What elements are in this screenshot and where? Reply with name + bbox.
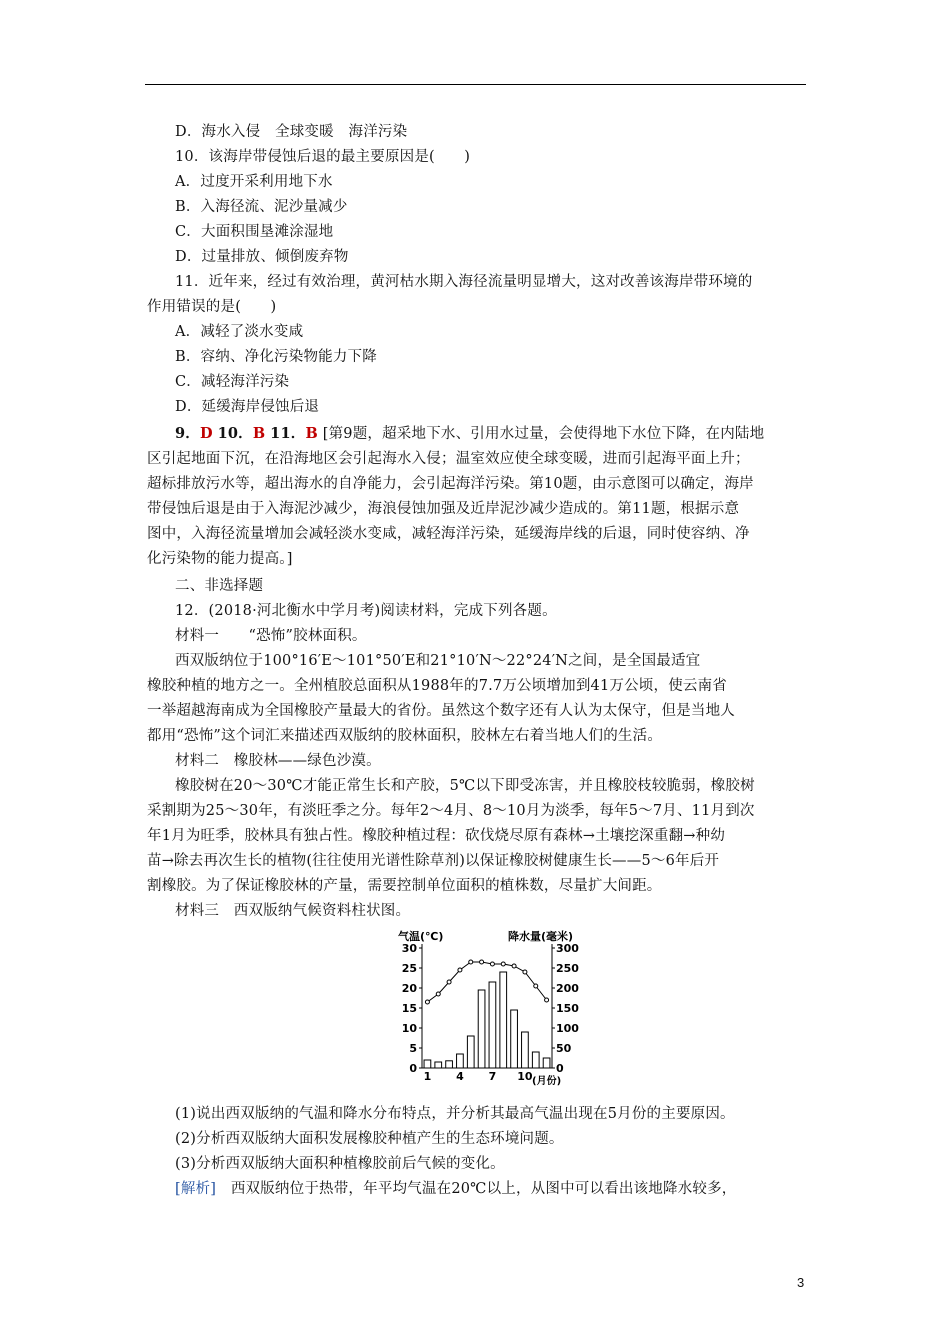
analysis-line	[175, 1179, 807, 1199]
precip-bar	[489, 982, 496, 1068]
precip-tick-label: 200	[556, 982, 579, 995]
material-2-text: 橡胶树在20～30℃才能正常生长和产胶，5℃以下即受冻害，并且橡胶枝较脆弱，橡胶树	[175, 778, 755, 794]
temperature-point	[436, 992, 440, 996]
temp-tick-label: 10	[401, 1022, 417, 1035]
temperature-point	[490, 962, 494, 966]
material-1-text: 都用“恐怖”这个词汇来描述西双版纳的胶林面积，胶林左右着当地人们的生活。	[147, 728, 663, 744]
precip-bar	[457, 1054, 464, 1068]
temperature-point	[425, 1000, 429, 1004]
precip-tick-label: 250	[556, 962, 579, 975]
temperature-point	[534, 984, 538, 988]
temperature-point	[512, 964, 516, 968]
q11-stem-cont: 作用错误的是( )	[147, 299, 277, 315]
left-axis-label: 气温(℃)	[398, 930, 444, 943]
section-heading: 二、非选择题	[175, 578, 264, 594]
q10-option-d: D．过量排放、倾倒废弃物	[175, 249, 349, 265]
answer-explanation-start: [第9题，超采地下水、引用水过量，会使得地下水位下降，在内陆地	[322, 426, 765, 442]
precip-bar	[511, 1010, 518, 1068]
material-2-text: 割橡胶。为了保证橡胶林的产量，需要控制单位面积的植株数，尽量扩大间距。	[147, 878, 662, 894]
question-2: (2)分析西双版纳大面积发展橡胶种植产生的生态环境问题。	[175, 1131, 564, 1147]
answer-line	[175, 424, 807, 444]
temp-tick-label: 30	[401, 942, 417, 955]
temp-tick-label: 20	[401, 982, 417, 995]
precip-bar	[543, 1058, 550, 1068]
material-2-text: 苗→除去再次生长的植物(往往使用光谱性除草剂)以保证橡胶树健康生长——5～6年后开	[147, 853, 720, 869]
month-tick-label: 10	[517, 1070, 533, 1083]
precip-tick-label: 0	[556, 1062, 564, 1075]
precip-bar	[478, 990, 485, 1068]
material-2-title: 材料二 橡胶林——绿色沙漠。	[175, 753, 381, 769]
material-2-text: 采割期为25～30年，有淡旺季之分。每年2～4月、8～10月为淡季，每年5～7月、11月到次	[147, 803, 755, 819]
material-1-title: 材料一 “恐怖”胶林面积。	[175, 628, 367, 644]
explanation-line: 化污染物的能力提高。]	[147, 551, 293, 567]
material-1-text: 一举超越海南成为全国橡胶产量最大的省份。虽然这个数字还有人认为太保守，但是当地人	[147, 703, 735, 719]
right-axis-label: 降水量(毫米)	[508, 930, 574, 943]
q10-option-c: C．大面积围垦滩涂湿地	[175, 224, 334, 240]
precip-bar	[446, 1061, 453, 1068]
climate-chart	[380, 928, 600, 1088]
analysis-tag: [解析]	[175, 1181, 217, 1197]
precip-bar	[500, 972, 507, 1068]
month-tick-label: 4	[456, 1070, 464, 1083]
precip-bar	[435, 1062, 442, 1068]
answer-10: B	[252, 425, 266, 442]
material-2-text: 年1月为旺季，胶林具有独占性。橡胶种植过程：砍伐烧尽原有森林→土壤挖深重翻→种幼	[147, 828, 726, 844]
q11-option-d: D．延缓海岸侵蚀后退	[175, 399, 320, 415]
answer-num-10: 10．	[217, 425, 253, 442]
temperature-point	[447, 980, 451, 984]
answer-num-9: 9．	[175, 425, 200, 442]
header-rule	[145, 84, 806, 85]
precip-bar	[424, 1060, 431, 1068]
material-1-text: 西双版纳位于100°16′E～101°50′E和21°10′N～22°24′N之间，是全国最适宜	[175, 653, 701, 669]
q10-option-a: A．过度开采利用地下水	[175, 174, 333, 190]
temperature-point	[480, 960, 484, 964]
q10-option-b: B．入海径流、泥沙量减少	[175, 199, 348, 215]
precip-bar	[522, 1032, 529, 1068]
temperature-point	[469, 960, 473, 964]
q11-option-c: C．减轻海洋污染	[175, 374, 290, 390]
temp-tick-label: 15	[401, 1002, 417, 1015]
explanation-line: 超标排放污水等，超出海水的自净能力，会引起海洋污染。第10题，由示意图可以确定，海岸	[147, 476, 754, 492]
analysis-text: 西双版纳位于热带，年平均气温在20℃以上，从图中可以看出该地降水较多，	[216, 1181, 737, 1197]
explanation-line: 图中，入海径流量增加会减轻淡水变咸，减轻海洋污染，延缓海岸线的后退，同时使容纳、净	[147, 526, 750, 542]
q11-option-b: B．容纳、净化污染物能力下降	[175, 349, 377, 365]
month-tick-label: 1	[423, 1070, 432, 1083]
answer-num-11: 11．	[270, 425, 306, 442]
temp-tick-label: 25	[401, 962, 417, 975]
month-tick-label: 7	[488, 1070, 497, 1083]
q9-option-d: D．海水入侵 全球变暖 海洋污染	[175, 124, 408, 140]
question-3: (3)分析西双版纳大面积种植橡胶前后气候的变化。	[175, 1156, 505, 1172]
q11-option-a: A．减轻了淡水变咸	[175, 324, 304, 340]
precip-tick-label: 50	[556, 1042, 572, 1055]
temp-tick-label: 0	[409, 1062, 417, 1075]
q11-stem: 11．近年来，经过有效治理，黄河枯水期入海径流量明显增大，这对改善该海岸带环境的	[175, 274, 753, 290]
answer-11: B	[305, 425, 318, 442]
q12-stem: 12．(2018·河北衡水中学月考)阅读材料，完成下列各题。	[175, 603, 557, 619]
temperature-point	[458, 968, 462, 972]
answer-9: D	[200, 425, 213, 442]
page-number: 3	[797, 1275, 805, 1290]
explanation-line: 带侵蚀后退是由于入海泥沙减少，海浪侵蚀加强及近岸泥沙减少造成的。第11题，根据示意	[147, 501, 740, 517]
precip-bar	[467, 1036, 474, 1068]
material-3-title: 材料三 西双版纳气候资料柱状图。	[175, 903, 411, 919]
temperature-line	[427, 962, 546, 1002]
precip-tick-label: 100	[556, 1022, 579, 1035]
x-axis-label: (月份)	[532, 1076, 562, 1087]
question-1: (1)说出西双版纳的气温和降水分布特点，并分析其最高气温出现在5月份的主要原因。	[175, 1106, 735, 1122]
temperature-point	[545, 998, 549, 1002]
precip-bar	[532, 1052, 539, 1068]
temp-tick-label: 5	[409, 1042, 417, 1055]
precip-tick-label: 300	[556, 942, 579, 955]
precip-tick-label: 150	[556, 1002, 579, 1015]
explanation-line: 区引起地面下沉，在沿海地区会引起海水入侵；温室效应使全球变暖，进而引起海平面上升；	[147, 451, 750, 467]
temperature-point	[523, 970, 527, 974]
q10-stem: 10．该海岸带侵蚀后退的最主要原因是( )	[175, 149, 471, 165]
material-1-text: 橡胶种植的地方之一。全州植胶总面积从1988年的7.7万公顷增加到41万公顷，使云南省	[147, 678, 728, 694]
temperature-point	[501, 962, 505, 966]
